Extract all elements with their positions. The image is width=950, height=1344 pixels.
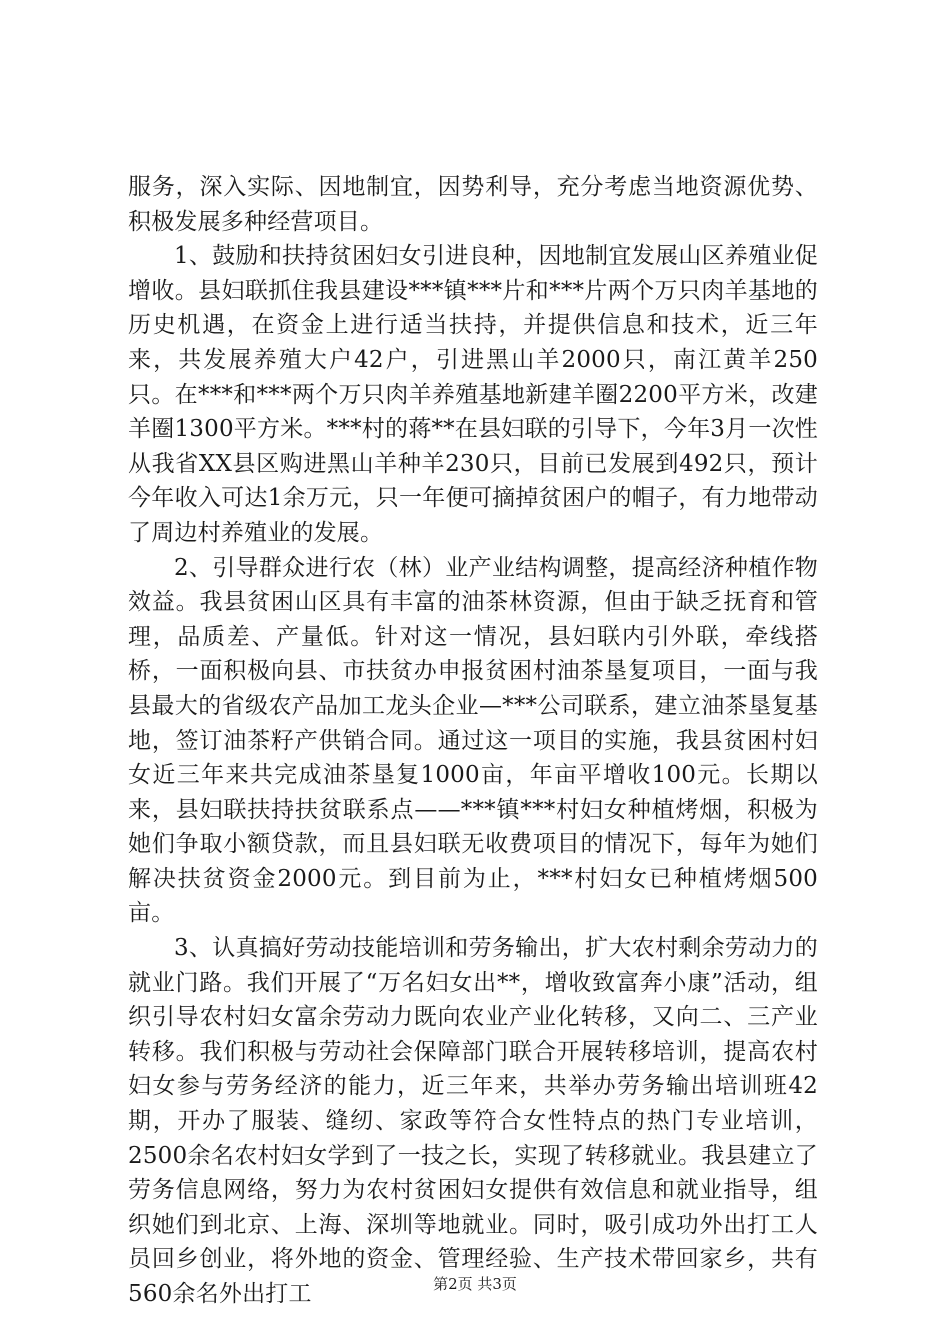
- page-number-footer: 第2页 共3页: [433, 1275, 517, 1293]
- paragraph-section-1-breeding: 1、鼓励和扶持贫困妇女引进良种，因地制宜发展山区养殖业促增收。县妇联抓住我县建设***镇***片和***片两个万只肉羊基地的历史机遇，在资金上进行适当扶持，并提供信息和技术，近三年来，共发展养殖大户42户，引进黑山羊2000只，南江黄羊250只。在***和***两个万只肉羊养殖基地新建羊圈2200平方米，改建羊圈1300平方米。***村的蒋**在县妇联的引导下，今年3月一次性从我省XX县区购进黑山羊种羊230只，目前已发展到492只，预计今年收入可达1余万元，只一年便可摘掉贫困户的帽子，有力地带动了周边村养殖业的发展。: [128, 243, 818, 546]
- paragraph-section-2-planting: 2、引导群众进行农（林）业产业结构调整，提高经济种植作物效益。我县贫困山区具有丰富的油茶林资源，但由于缺乏抚育和管理，品质差、产量低。针对这一情况，县妇联内引外联，牵线搭桥，一面积极向县、市扶贫办申报贫困村油茶垦复项目，一面与我县最大的省级农产品加工龙头企业—***公司联系，建立油茶垦复基地，签订油茶籽产供销合同。通过这一项目的实施，我县贫困村妇女近三年来共完成油茶垦复1000亩，年亩平增收100元。长期以来，县妇联扶持扶贫联系点——***镇***村妇女种植烤烟，积极为她们争取小额贷款，而且县妇联无收费项目的情况下，每年为她们解决扶贫资金2000元。到目前为止，***村妇女已种植烤烟500亩。: [128, 554, 818, 927]
- document-body: [128, 170, 818, 1312]
- paragraph-intro-continuation: 服务，深入实际、因地制宜，因势利导，充分考虑当地资源优势、积极发展多种经营项目。: [128, 174, 818, 235]
- paragraph-section-3-labor-training: 3、认真搞好劳动技能培训和劳务输出，扩大农村剩余劳动力的就业门路。我们开展了“万名妇女出**，增收致富奔小康”活动，组织引导农村妇女富余劳动力既向农业产业化转移，又向二、三产业转移。我们积极与劳动社会保障部门联合开展转移培训，提高农村妇女参与劳务经济的能力，近三年来，共举办劳务输出培训班42期，开办了服装、缝纫、家政等符合女性特点的热门专业培训，2500余名农村妇女学到了一技之长，实现了转移就业。我县建立了劳务信息网络，努力为农村贫困妇女提供有效信息和就业指导，组织她们到北京、上海、深圳等地就业。同时，吸引成功外出打工人员回乡创业，将外地的资金、管理经验、生产技术带回家乡，共有560余名外出打工: [128, 935, 818, 1307]
